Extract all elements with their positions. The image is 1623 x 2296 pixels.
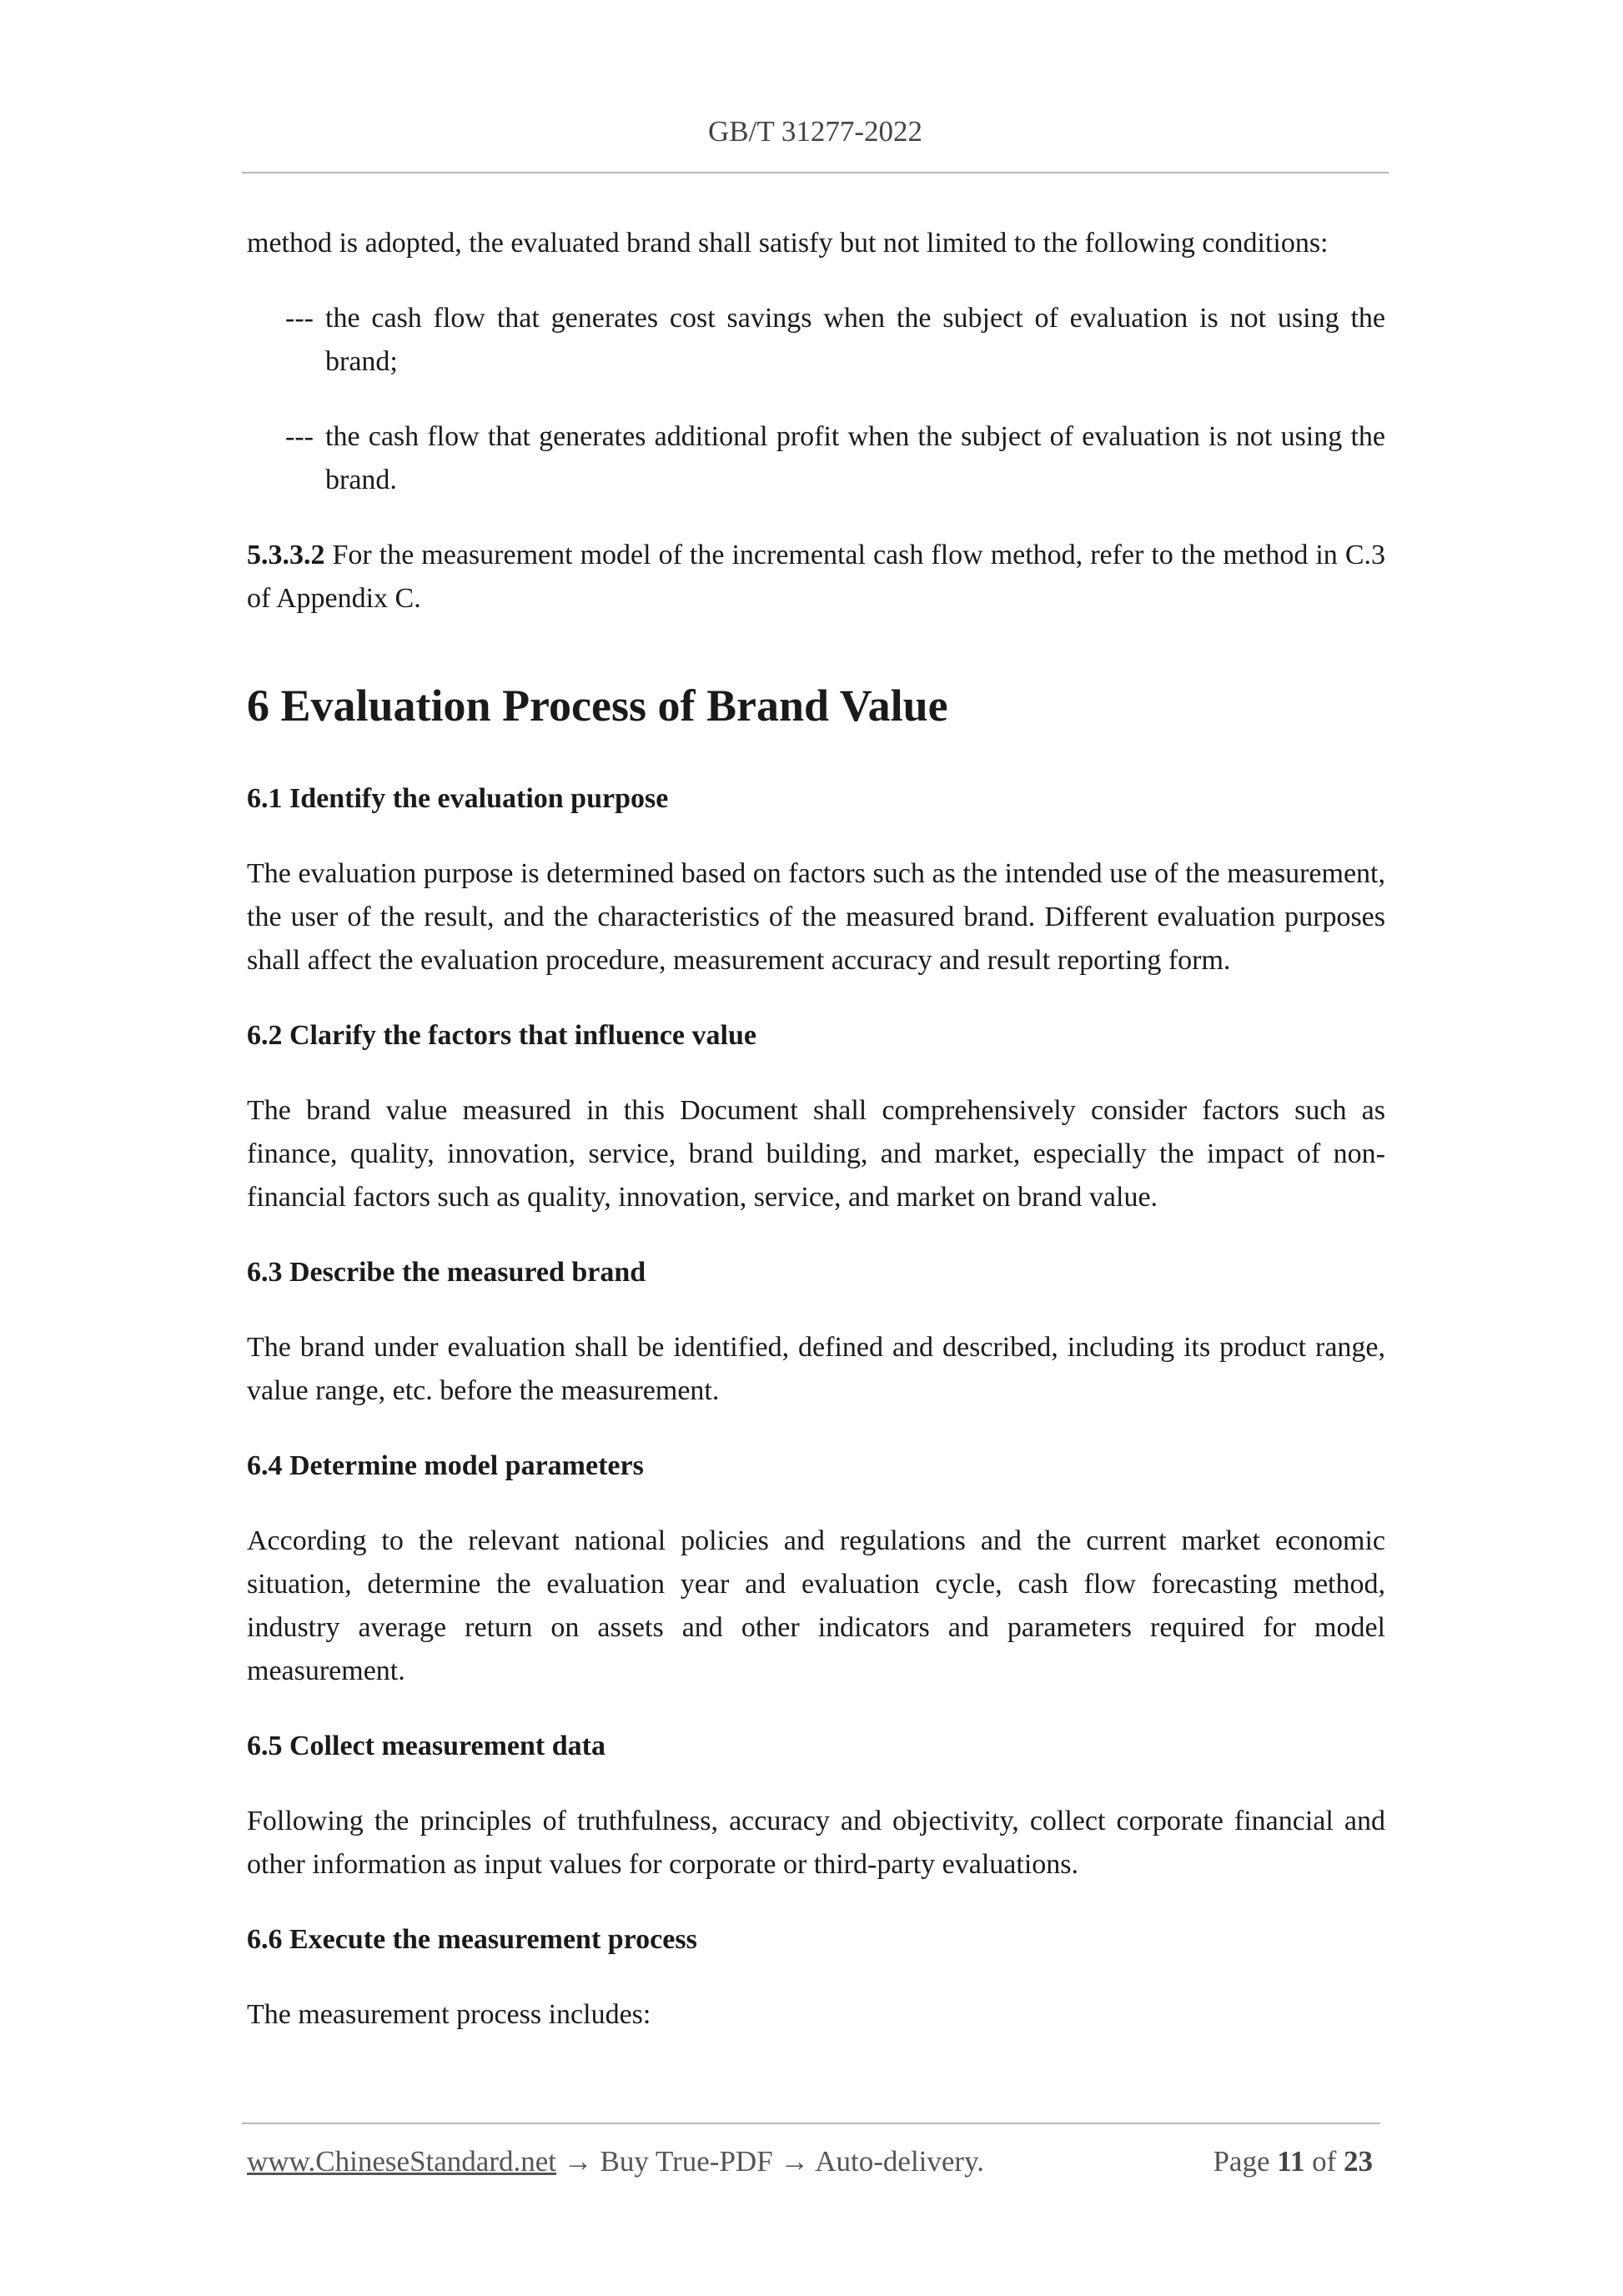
auto-delivery-text: Auto-delivery. xyxy=(815,2145,985,2178)
of-label: of xyxy=(1312,2145,1337,2178)
subsection-6-6-text: The measurement process includes: xyxy=(247,1999,651,2030)
intro-paragraph: method is adopted, the evaluated brand shall satisfy but not limited to the following conditions: xyxy=(247,228,1329,259)
page-indicator xyxy=(1213,2145,1373,2178)
clause-number: 5.3.3.2 xyxy=(247,540,325,570)
list-item xyxy=(285,415,1385,502)
section-6-title: 6 Evaluation Process of Brand Value xyxy=(247,681,948,731)
chinesestandard-link[interactable]: www.ChineseStandard.net xyxy=(247,2145,556,2178)
footer-divider xyxy=(242,2123,1380,2124)
subsection-6-1-text: The evaluation purpose is determined based on factors such as the intended use of the measurement, the user of the result, and the characteristics of the measured brand. Different evaluation purposes shall affect the evaluation procedure, measurement accuracy and result reporting form. xyxy=(247,858,1385,976)
subsection-6-6-title: 6.6 Execute the measurement process xyxy=(247,1924,697,1955)
arrow-right-icon: → xyxy=(563,2145,593,2178)
page-label: Page xyxy=(1213,2145,1270,2178)
clause-5-3-3-2 xyxy=(247,534,1385,620)
subsection-6-5-title: 6.5 Collect measurement data xyxy=(247,1731,605,1761)
page-content xyxy=(247,222,1385,2068)
list-item-text: the cash flow that generates additional profit when the subject of evaluation is not using the brand. xyxy=(325,421,1385,495)
page-footer xyxy=(247,2145,1373,2178)
header-divider xyxy=(242,172,1389,173)
dash-marker: --- xyxy=(285,303,314,334)
page-number: 11 xyxy=(1277,2145,1305,2178)
subsection-6-5-text: Following the principles of truthfulness, accuracy and objectivity, collect corporate financial and other information as input values for corporate or third-party evaluations. xyxy=(247,1806,1385,1880)
page-header: GB/T 31277-2022 xyxy=(708,115,922,148)
subsection-6-2-text: The brand value measured in this Document shall comprehensively consider factors such as finance, quality, innovation, service, brand building, and market, especially the impact of non-financial factors such as quality, innovation, service, and market on brand value. xyxy=(247,1095,1385,1213)
subsection-6-4-title: 6.4 Determine model parameters xyxy=(247,1450,644,1481)
list-item xyxy=(285,297,1385,384)
arrow-right-icon: → xyxy=(780,2145,810,2178)
page-total: 23 xyxy=(1344,2145,1373,2178)
subsection-6-3-text: The brand under evaluation shall be identified, defined and described, including its product range, value range, etc. before the measurement. xyxy=(247,1332,1385,1406)
buy-text: Buy True-PDF xyxy=(600,2145,773,2178)
footer-promo xyxy=(247,2145,984,2178)
dash-marker: --- xyxy=(285,421,314,452)
list-item-text: the cash flow that generates cost savings when the subject of evaluation is not using the brand; xyxy=(325,303,1385,377)
subsection-6-4-text: According to the relevant national policies and regulations and the current market economic situation, determine the evaluation year and evaluation cycle, cash flow forecasting method, industry average return on assets and other indicators and parameters required for model measurement. xyxy=(247,1525,1385,1686)
clause-text: For the measurement model of the incremental cash flow method, refer to the method in C.3 of Appendix C. xyxy=(247,540,1385,614)
subsection-6-1-title: 6.1 Identify the evaluation purpose xyxy=(247,783,669,814)
subsection-6-2-title: 6.2 Clarify the factors that influence value xyxy=(247,1020,756,1051)
subsection-6-3-title: 6.3 Describe the measured brand xyxy=(247,1257,646,1288)
